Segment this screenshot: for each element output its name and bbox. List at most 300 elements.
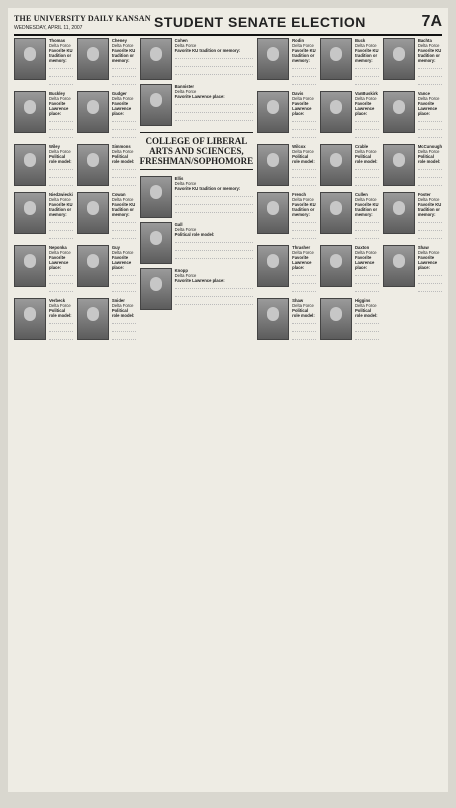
candidate-coalition: Delta Force: [354, 43, 377, 48]
text-line: [292, 132, 316, 138]
candidate-name: Higgins: [354, 298, 371, 303]
candidate-photo: [77, 298, 109, 340]
text-line: [112, 172, 136, 178]
text-line: [112, 270, 136, 276]
candidate-facts: [292, 298, 316, 342]
candidate-photo: [77, 91, 109, 133]
candidate-photo: [257, 192, 289, 234]
candidate-facts: [49, 144, 73, 188]
candidate-facts: [355, 38, 379, 87]
candidate-photo: [14, 38, 46, 80]
candidate-coalition: Delta Force: [417, 197, 440, 202]
text-line: [175, 99, 254, 105]
candidate-name: Wiley: [49, 144, 60, 149]
candidate-facts: [418, 38, 442, 87]
text-line: [175, 253, 254, 259]
candidate-entry: [77, 144, 136, 188]
text-line: [49, 180, 73, 186]
candidate-question: Favorite KU tradition or memory:: [292, 48, 316, 63]
candidate-coalition: Delta Force: [292, 96, 314, 101]
text-line: [418, 278, 442, 284]
text-line: [112, 318, 136, 324]
candidate-facts: [175, 268, 254, 310]
candidate-facts: [112, 245, 136, 294]
candidate-name: Buck: [354, 38, 366, 43]
candidate-question: Favorite KU tradition or memory:: [354, 202, 379, 217]
candidate-question: Political role model:: [292, 308, 315, 318]
text-line: [355, 116, 379, 122]
text-line: [292, 286, 316, 292]
candidate-photo: [383, 192, 415, 234]
candidate-entry: [383, 38, 442, 87]
text-line: [355, 278, 379, 284]
candidate-question: Favorite Lawrence place:: [49, 255, 69, 270]
candidate-coalition: Delta Force: [292, 303, 314, 308]
candidate-question: Favorite KU tradition or memory:: [174, 186, 241, 191]
candidate-facts: [355, 144, 379, 188]
candidate-entry: [77, 298, 136, 342]
text-line: [112, 124, 136, 130]
text-line: [175, 107, 254, 113]
candidate-facts: [112, 38, 136, 87]
candidate-facts: [49, 192, 73, 241]
text-line: [418, 217, 442, 223]
text-line: [175, 115, 254, 121]
candidate-entry: [14, 298, 73, 342]
text-line: [175, 191, 254, 197]
candidate-question: Favorite KU tradition or memory:: [111, 48, 136, 63]
candidate-question: Political role model:: [111, 154, 135, 164]
candidate-name: Guy: [111, 245, 120, 250]
text-line: [292, 63, 316, 69]
candidate-facts: [112, 144, 136, 188]
text-line: [175, 299, 254, 305]
text-line: [112, 79, 136, 85]
text-line: [49, 318, 73, 324]
candidate-question: Favorite Lawrence place:: [174, 278, 225, 283]
text-line: [418, 180, 442, 186]
text-line: [112, 278, 136, 284]
candidate-photo: [140, 176, 172, 218]
text-line: [292, 79, 316, 85]
candidate-photo: [257, 245, 289, 287]
candidate-name: Bachta: [417, 38, 432, 43]
candidate-entry: [383, 144, 442, 188]
candidate-entry: [140, 268, 254, 310]
text-line: [292, 124, 316, 130]
text-line: [112, 217, 136, 223]
column-6: [383, 38, 442, 786]
candidate-name: Snider: [111, 298, 125, 303]
candidate-name: Rodin: [292, 38, 305, 43]
text-line: [49, 286, 73, 292]
text-line: [418, 71, 442, 77]
candidate-name: Knopp: [174, 268, 188, 273]
candidate-photo: [140, 222, 172, 264]
candidate-entry: [257, 38, 316, 87]
text-line: [49, 326, 73, 332]
text-line: [175, 283, 254, 289]
candidate-facts: [175, 84, 254, 126]
candidate-photo: [14, 144, 46, 186]
column-3: [140, 38, 254, 786]
candidate-question: Favorite KU tradition or memory:: [292, 202, 316, 217]
candidate-name: Wilcox: [292, 144, 306, 149]
text-line: [418, 233, 442, 239]
candidate-coalition: Delta Force: [417, 250, 440, 255]
candidate-coalition: Delta Force: [49, 149, 71, 154]
candidate-entry: [320, 144, 379, 188]
candidate-coalition: Delta Force: [292, 250, 314, 255]
candidate-question: Political role model:: [174, 232, 215, 237]
column-4: [257, 38, 316, 786]
candidate-name: Thrasher: [292, 245, 311, 250]
candidate-coalition: Delta Force: [174, 181, 197, 186]
text-line: [112, 63, 136, 69]
candidate-name: Vance: [417, 91, 430, 96]
candidate-photo: [320, 144, 352, 186]
text-line: [418, 63, 442, 69]
text-line: [292, 326, 316, 332]
candidate-photo: [383, 91, 415, 133]
text-line: [112, 71, 136, 77]
candidate-facts: [355, 298, 379, 342]
candidate-facts: [355, 91, 379, 140]
candidate-question: Favorite Lawrence place:: [292, 101, 312, 116]
text-line: [49, 132, 73, 138]
candidate-question: Favorite Lawrence place:: [111, 101, 132, 116]
candidate-question: Favorite KU tradition or memory:: [417, 48, 442, 63]
candidate-facts: [292, 91, 316, 140]
candidate-entry: [14, 38, 73, 87]
candidate-photo: [383, 245, 415, 287]
candidate-question: Political role model:: [49, 154, 72, 164]
candidate-question: Favorite KU tradition or memory:: [49, 48, 73, 63]
text-line: [292, 217, 316, 223]
candidate-photo: [320, 192, 352, 234]
text-line: [355, 318, 379, 324]
candidate-name: Niedzwiecki: [49, 192, 73, 197]
text-line: [355, 180, 379, 186]
candidate-entry: [77, 245, 136, 294]
candidate-coalition: Delta Force: [354, 250, 377, 255]
text-line: [355, 71, 379, 77]
candidate-photo: [257, 91, 289, 133]
text-line: [418, 124, 442, 130]
candidate-name: French: [292, 192, 307, 197]
candidate-question: Political role model:: [49, 308, 72, 318]
candidate-photo: [14, 192, 46, 234]
candidate-entry: [320, 91, 379, 140]
issue-date: WEDNESDAY, APRIL 11, 2007: [14, 25, 83, 31]
text-line: [418, 172, 442, 178]
candidate-facts: [418, 192, 442, 241]
candidate-facts: [175, 38, 254, 80]
text-line: [49, 71, 73, 77]
text-line: [355, 132, 379, 138]
text-line: [292, 225, 316, 231]
text-line: [418, 164, 442, 170]
text-line: [292, 318, 316, 324]
candidate-photo: [14, 298, 46, 340]
text-line: [418, 225, 442, 231]
candidate-photo: [320, 245, 352, 287]
candidate-question: Favorite KU tradition or memory:: [174, 48, 241, 53]
text-line: [175, 199, 254, 205]
candidate-name: Simmons: [111, 144, 131, 149]
candidate-facts: [355, 192, 379, 241]
candidate-name: Ellis: [174, 176, 184, 181]
candidate-coalition: Delta Force: [111, 303, 134, 308]
candidate-facts: [355, 245, 379, 294]
text-line: [292, 180, 316, 186]
candidate-question: Political role model:: [292, 154, 315, 164]
candidate-facts: [112, 298, 136, 342]
candidate-question: Favorite Lawrence place:: [174, 94, 225, 99]
candidate-coalition: Delta Force: [417, 149, 440, 154]
candidate-name: Cohen: [174, 38, 188, 43]
text-line: [355, 233, 379, 239]
text-line: [49, 164, 73, 170]
candidate-entry: [140, 176, 254, 218]
column-5: [320, 38, 379, 786]
candidate-photo: [320, 38, 352, 80]
text-line: [49, 217, 73, 223]
candidate-name: Cullen: [354, 192, 368, 197]
text-line: [49, 116, 73, 122]
text-line: [112, 116, 136, 122]
candidate-facts: [292, 38, 316, 87]
candidate-name: Foster: [417, 192, 431, 197]
text-line: [355, 270, 379, 276]
text-line: [292, 270, 316, 276]
text-line: [175, 237, 254, 243]
text-line: [49, 270, 73, 276]
candidate-coalition: Delta Force: [354, 197, 377, 202]
candidate-entry: [14, 144, 73, 188]
text-line: [112, 233, 136, 239]
candidate-question: Political role model:: [354, 308, 378, 318]
candidate-coalition: Delta Force: [49, 303, 71, 308]
text-line: [112, 132, 136, 138]
candidate-facts: [418, 91, 442, 140]
candidate-coalition: Delta Force: [49, 250, 71, 255]
text-line: [175, 61, 254, 67]
text-line: [49, 63, 73, 69]
text-line: [112, 334, 136, 340]
candidate-entry: [14, 91, 73, 140]
text-line: [418, 132, 442, 138]
candidate-photo: [383, 38, 415, 80]
candidate-entry: [383, 91, 442, 140]
candidate-entry: [77, 91, 136, 140]
candidate-facts: [49, 91, 73, 140]
candidate-question: Favorite KU tradition or memory:: [417, 202, 442, 217]
candidate-photo: [14, 245, 46, 287]
candidate-photo: [140, 268, 172, 310]
candidate-facts: [292, 144, 316, 188]
candidate-name: Cheney: [111, 38, 127, 43]
text-line: [175, 207, 254, 213]
candidate-photo: [257, 38, 289, 80]
candidate-entry: [257, 245, 316, 294]
text-line: [355, 334, 379, 340]
candidate-coalition: Delta Force: [111, 149, 134, 154]
text-line: [49, 334, 73, 340]
candidate-entry: [320, 245, 379, 294]
candidate-facts: [418, 144, 442, 188]
candidate-question: Favorite Lawrence place:: [292, 255, 312, 270]
candidate-question: Political role model:: [111, 308, 135, 318]
candidate-coalition: Delta Force: [292, 149, 314, 154]
candidate-entry: [140, 84, 254, 126]
text-line: [418, 286, 442, 292]
candidate-entry: [383, 245, 442, 294]
candidate-entry: [14, 192, 73, 241]
candidate-entry: [257, 298, 316, 342]
columns-container: [14, 38, 442, 786]
candidate-name: Thomas: [49, 38, 66, 43]
candidate-entry: [77, 38, 136, 87]
text-line: [292, 71, 316, 77]
text-line: [112, 286, 136, 292]
text-line: [175, 69, 254, 75]
candidate-entry: [257, 91, 316, 140]
page-number: 7A: [421, 13, 442, 30]
candidate-coalition: Delta Force: [292, 43, 314, 48]
text-line: [355, 326, 379, 332]
candidate-photo: [77, 38, 109, 80]
candidate-entry: [140, 38, 254, 80]
candidate-name: Buckley: [49, 91, 66, 96]
candidate-name: Gall: [174, 222, 183, 227]
candidate-coalition: Delta Force: [49, 43, 71, 48]
candidate-photo: [257, 298, 289, 340]
text-line: [112, 164, 136, 170]
text-line: [175, 53, 254, 59]
text-line: [355, 217, 379, 223]
text-line: [355, 172, 379, 178]
text-line: [355, 79, 379, 85]
candidate-coalition: Delta Force: [354, 303, 377, 308]
candidate-name: Crable: [354, 144, 369, 149]
candidate-entry: [320, 298, 379, 342]
candidate-name: Verbeck: [49, 298, 66, 303]
candidate-facts: [112, 91, 136, 140]
text-line: [355, 225, 379, 231]
candidate-name: Bannister: [174, 84, 194, 89]
candidate-name: Gudger: [111, 91, 127, 96]
candidate-name: Davis: [292, 91, 304, 96]
candidate-name: Cowan: [111, 192, 126, 197]
candidate-name: Neponka: [49, 245, 67, 250]
text-line: [49, 124, 73, 130]
candidate-entry: [140, 222, 254, 264]
candidate-coalition: Delta Force: [292, 197, 314, 202]
candidate-facts: [175, 176, 254, 218]
candidate-photo: [14, 91, 46, 133]
text-line: [292, 334, 316, 340]
newspaper-page: [8, 8, 448, 792]
text-line: [418, 270, 442, 276]
candidate-coalition: Delta Force: [354, 96, 377, 101]
page-title: STUDENT SENATE ELECTION: [154, 14, 366, 30]
column-1: [14, 38, 73, 786]
candidate-question: Political role model:: [417, 154, 441, 164]
candidate-coalition: Delta Force: [174, 273, 197, 278]
text-line: [175, 291, 254, 297]
candidate-coalition: Delta Force: [174, 89, 197, 94]
text-line: [112, 326, 136, 332]
candidate-coalition: Delta Force: [417, 96, 440, 101]
candidate-facts: [49, 38, 73, 87]
text-line: [292, 164, 316, 170]
text-line: [355, 286, 379, 292]
candidate-photo: [140, 38, 172, 80]
candidate-coalition: Delta Force: [111, 43, 134, 48]
text-line: [292, 172, 316, 178]
candidate-question: Favorite Lawrence place:: [417, 255, 438, 270]
candidate-question: Favorite Lawrence place:: [49, 101, 69, 116]
candidate-photo: [77, 245, 109, 287]
candidate-photo: [320, 91, 352, 133]
candidate-name: Shaw: [292, 298, 304, 303]
candidate-entry: [77, 192, 136, 241]
text-line: [49, 172, 73, 178]
candidate-name: Daxton: [354, 245, 370, 250]
candidate-coalition: Delta Force: [174, 227, 197, 232]
candidate-facts: [292, 192, 316, 241]
candidate-facts: [49, 245, 73, 294]
text-line: [49, 79, 73, 85]
text-line: [49, 233, 73, 239]
candidate-coalition: Delta Force: [417, 43, 440, 48]
candidate-photo: [77, 192, 109, 234]
candidate-question: Political role model:: [354, 154, 378, 164]
candidate-photo: [320, 298, 352, 340]
candidate-facts: [112, 192, 136, 241]
candidate-entry: [320, 38, 379, 87]
candidate-photo: [77, 144, 109, 186]
candidate-entry: [320, 192, 379, 241]
candidate-question: Favorite KU tradition or memory:: [354, 48, 379, 63]
column-2: [77, 38, 136, 786]
candidate-name: VanBuskirk: [354, 91, 378, 96]
text-line: [175, 245, 254, 251]
candidate-coalition: Delta Force: [111, 96, 134, 101]
newspaper-logo: THE UNIVERSITY DAILY KANSAN: [14, 14, 151, 23]
candidate-coalition: Delta Force: [111, 250, 134, 255]
text-line: [49, 225, 73, 231]
candidate-facts: [292, 245, 316, 294]
candidate-photo: [257, 144, 289, 186]
candidate-question: Favorite KU tradition or memory:: [111, 202, 136, 217]
candidate-coalition: Delta Force: [354, 149, 377, 154]
text-line: [355, 63, 379, 69]
candidate-entry: [14, 245, 73, 294]
text-line: [49, 278, 73, 284]
candidate-facts: [175, 222, 254, 264]
text-line: [355, 164, 379, 170]
candidate-question: Favorite KU tradition or memory:: [49, 202, 73, 217]
text-line: [112, 180, 136, 186]
text-line: [292, 116, 316, 122]
candidate-question: Favorite Lawrence place:: [111, 255, 132, 270]
section-heading: COLLEGE OF LIBERAL ARTS AND SCIENCES, FRESHMAN/SOPHOMORE: [140, 132, 254, 170]
masthead: [14, 12, 442, 36]
candidate-question: Favorite Lawrence place:: [354, 255, 375, 270]
text-line: [418, 79, 442, 85]
